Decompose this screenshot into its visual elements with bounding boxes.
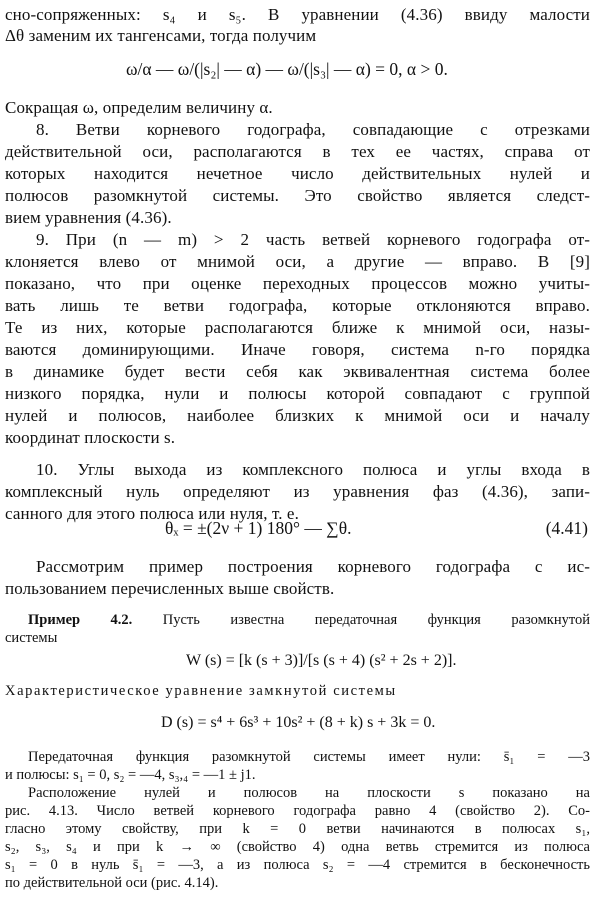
- example-line: [28, 611, 590, 629]
- equation-4-41: θₓ = ±(2ν + 1) 180° — ∑θ.: [165, 518, 352, 538]
- text-line: клоняется влево от мнимой оси, а другие — вправо. В [9]: [5, 252, 590, 271]
- text-line: вием уравнения (4.36).: [5, 208, 172, 227]
- text-line: санного для этого полюса или нуля, т. е.: [5, 504, 299, 523]
- text-line: вать лишь те ветви годографа, которые отклоняются вправо.: [5, 296, 590, 315]
- example-line: s₂, s₃, s₄ и при k → ∞ (свойство 4) одна ветвь стремится из полюса: [5, 839, 590, 855]
- text-line: координат плоскости s.: [5, 428, 176, 447]
- text-line: которых находится нечетное число действительных нулей и: [5, 164, 590, 183]
- transfer-function: W (s) = [k (s + 3)]/[s (s + 4) (s² + 2s + 2)].: [186, 652, 457, 669]
- text-line: Рассмотрим пример построения корневого годографа с ис-: [36, 557, 590, 576]
- equation-number: (4.41): [545, 518, 588, 538]
- example-line: системы: [5, 630, 58, 646]
- text-line: ваются доминирующими. Иначе говоря, система n-го порядка: [5, 340, 590, 359]
- text-line: сно-сопряженных: s₄ и s₅. В уравнении (4.36) ввиду малости: [5, 5, 590, 24]
- text-line: 10. Углы выхода из комплексного полюса и углы входа в: [36, 460, 590, 479]
- text-line: в динамике будет вести себя как эквивалентная система более: [5, 362, 590, 381]
- text-line: Те из них, которые располагаются ближе к мнимой оси, назы-: [5, 318, 590, 337]
- text-line: показано, что при оценке переходных процессов можно учиты-: [5, 274, 590, 293]
- text-line: Δθ заменим их тангенсами, тогда получим: [5, 26, 317, 45]
- equation-alpha: ω/α — ω/(|s₂| — α) — ω/(|s₃| — α) = 0, α > 0.: [126, 59, 448, 79]
- example-line: s₁ = 0 в нуль s̄₁ = —3, а из полюса s₂ = —4 стремится в бесконечность: [5, 857, 590, 873]
- text-line: нулей и полюсов, наиболее близких к мнимой оси и началу: [5, 406, 590, 425]
- text-line: пользованием перечисленных выше свойств.: [5, 579, 335, 598]
- example-line: по действительной оси (рис. 4.14).: [5, 875, 219, 891]
- example-text: Пусть известна передаточная функция разомкнутой: [162, 612, 591, 628]
- example-line: и полюсы: s₁ = 0, s₂ = —4, s₃,₄ = —1 ± j1.: [5, 767, 256, 783]
- example-line: Характеристическое уравнение замкнутой системы: [5, 683, 397, 699]
- example-line: Передаточная функция разомкнутой системы имеет нули: s̄₁ = —3: [28, 749, 590, 765]
- text-line: 9. При (n — m) > 2 часть ветвей корневого годографа от-: [36, 230, 590, 249]
- example-line: рис. 4.13. Число ветвей корневого годографа равно 4 (свойство 2). Со-: [5, 803, 590, 819]
- characteristic-equation: D (s) = s⁴ + 6s³ + 10s² + (8 + k) s + 3k = 0.: [161, 714, 436, 731]
- text-line: низкого порядка, нули и полюсы которой совпадают с группой: [5, 384, 590, 403]
- text-line: полюсов разомкнутой системы. Это свойство является следст-: [5, 186, 590, 205]
- text-line: действительной оси, располагаются в тех ее частях, справа от: [5, 142, 590, 161]
- example-label: Пример 4.2.: [28, 612, 133, 628]
- example-line: гласно этому свойству, при k = 0 ветви начинаются в полюсах s₁,: [5, 821, 590, 837]
- text-line: 8. Ветви корневого годографа, совпадающие с отрезками: [36, 120, 590, 139]
- text-line: комплексный нуль определяют из уравнения фаз (4.36), запи-: [5, 482, 590, 501]
- text-line: Сокращая ω, определим величину α.: [5, 98, 273, 117]
- example-line: Расположение нулей и полюсов на плоскости s показано на: [28, 785, 590, 801]
